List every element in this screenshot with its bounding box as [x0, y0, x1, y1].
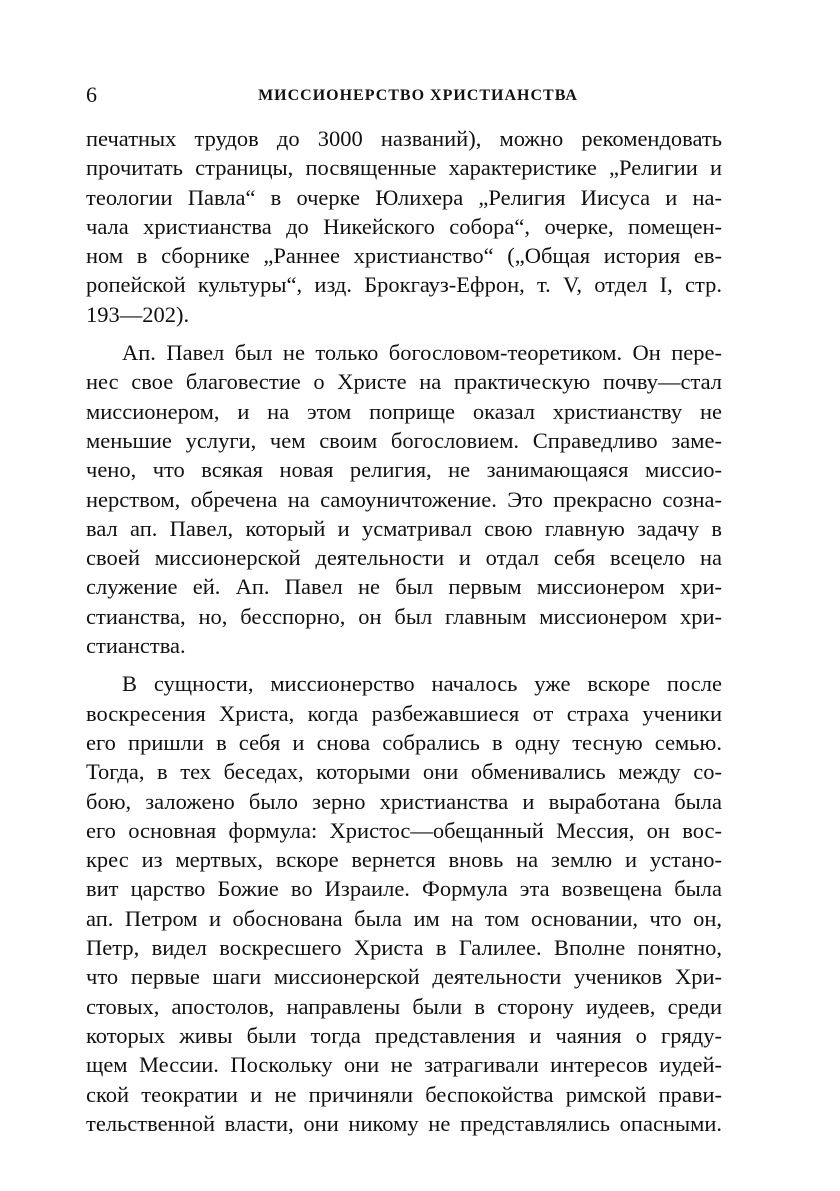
text-line: бою, заложено было зерно христианства и выработана была — [86, 788, 722, 814]
paragraph-3 — [86, 669, 722, 1138]
paragraph-2 — [86, 338, 722, 660]
text-line: Петр, видел воскресшего Христа в Галилее. Вполне понятно, — [86, 935, 722, 961]
text-line: ном в сборнике „Раннее христианство“ („Общая история ев- — [86, 243, 722, 269]
body-text — [86, 124, 722, 1138]
text-line: вит царство Божие во Израиле. Формула эта возвещена была — [86, 876, 722, 902]
text-line: тельственной власти, они никому не представлялись опасными. — [86, 1110, 722, 1136]
text-line: 193—202). — [86, 301, 190, 327]
text-line: меньшие услуги, чем своим богословием. Справедливо заме- — [86, 427, 722, 453]
text-line: нес свое благовестие о Христе на практическую почву—стал — [86, 369, 722, 395]
text-line: печатных трудов до 3000 названий), можно рекомендовать — [86, 126, 722, 151]
text-line: его основная формула: Христос—обещанный Мессия, он вос- — [86, 817, 722, 843]
text-line: которых живы были тогда представления и чаяния о гряду- — [86, 1022, 722, 1048]
text-line: стианства, но, бесспорно, он был главным миссионером хри- — [86, 603, 722, 629]
text-line: стовых, апостолов, направлены были в сторону иудеев, среди — [86, 993, 722, 1019]
text-line: что первые шаги миссионерской деятельности учеников Хри- — [86, 964, 722, 990]
page-number: 6 — [86, 82, 97, 107]
text-line: чала христианства до Никейского собора“, очерке, помещен- — [86, 213, 722, 239]
text-line: стианства. — [86, 633, 186, 659]
running-title: МИССИОНЕРСТВО ХРИСТИАНСТВА — [258, 87, 578, 104]
text-line: ской теократии и не причиняли беспокойства римской прави- — [86, 1081, 722, 1107]
text-line: чено, что всякая новая религия, не занимающаяся миссио- — [86, 457, 722, 483]
text-line: теологии Павла“ в очерке Юлихера „Религия Иисуса и на- — [86, 184, 722, 210]
text-line: нерством, обречена на самоуничтожение. Это прекрасно созна- — [86, 486, 722, 512]
text-line: В сущности, миссионерство началось уже вскоре после — [122, 671, 722, 697]
text-line: вал ап. Павел, который и усматривал свою главную задачу в — [86, 515, 722, 541]
paragraph-gap — [86, 660, 722, 669]
text-line: крес из мертвых, вскоре вернется вновь на землю и устано- — [86, 847, 722, 873]
text-line: ап. Петром и обоснована была им на том основании, что он, — [86, 905, 722, 931]
text-line: Ап. Павел был не только богословом-теоретиком. Он пере- — [122, 340, 722, 366]
text-line: ропейской культуры“, изд. Брокгауз-Ефрон, т. V, отдел I, стр. — [86, 272, 722, 298]
text-line: его пришли в себя и снова собрались в одну тесную семью. — [86, 729, 722, 755]
paragraph-gap — [86, 329, 722, 338]
text-line: Тогда, в тех беседах, которыми они обменивались между со- — [86, 759, 722, 785]
text-line: миссионером, и на этом поприще оказал христианству не — [86, 398, 722, 424]
paragraph-1 — [86, 124, 722, 329]
page-header — [86, 80, 722, 110]
text-line: служение ей. Ап. Павел не был первым миссионером хри- — [86, 574, 722, 600]
text-line: прочитать страницы, посвященные характеристике „Религии и — [86, 155, 722, 181]
text-line: щем Мессии. Поскольку они не затрагивали интересов иудей- — [86, 1052, 722, 1078]
text-line: своей миссионерской деятельности и отдал себя всецело на — [86, 545, 722, 571]
text-line: воскресения Христа, когда разбежавшиеся от страха ученики — [86, 700, 722, 726]
